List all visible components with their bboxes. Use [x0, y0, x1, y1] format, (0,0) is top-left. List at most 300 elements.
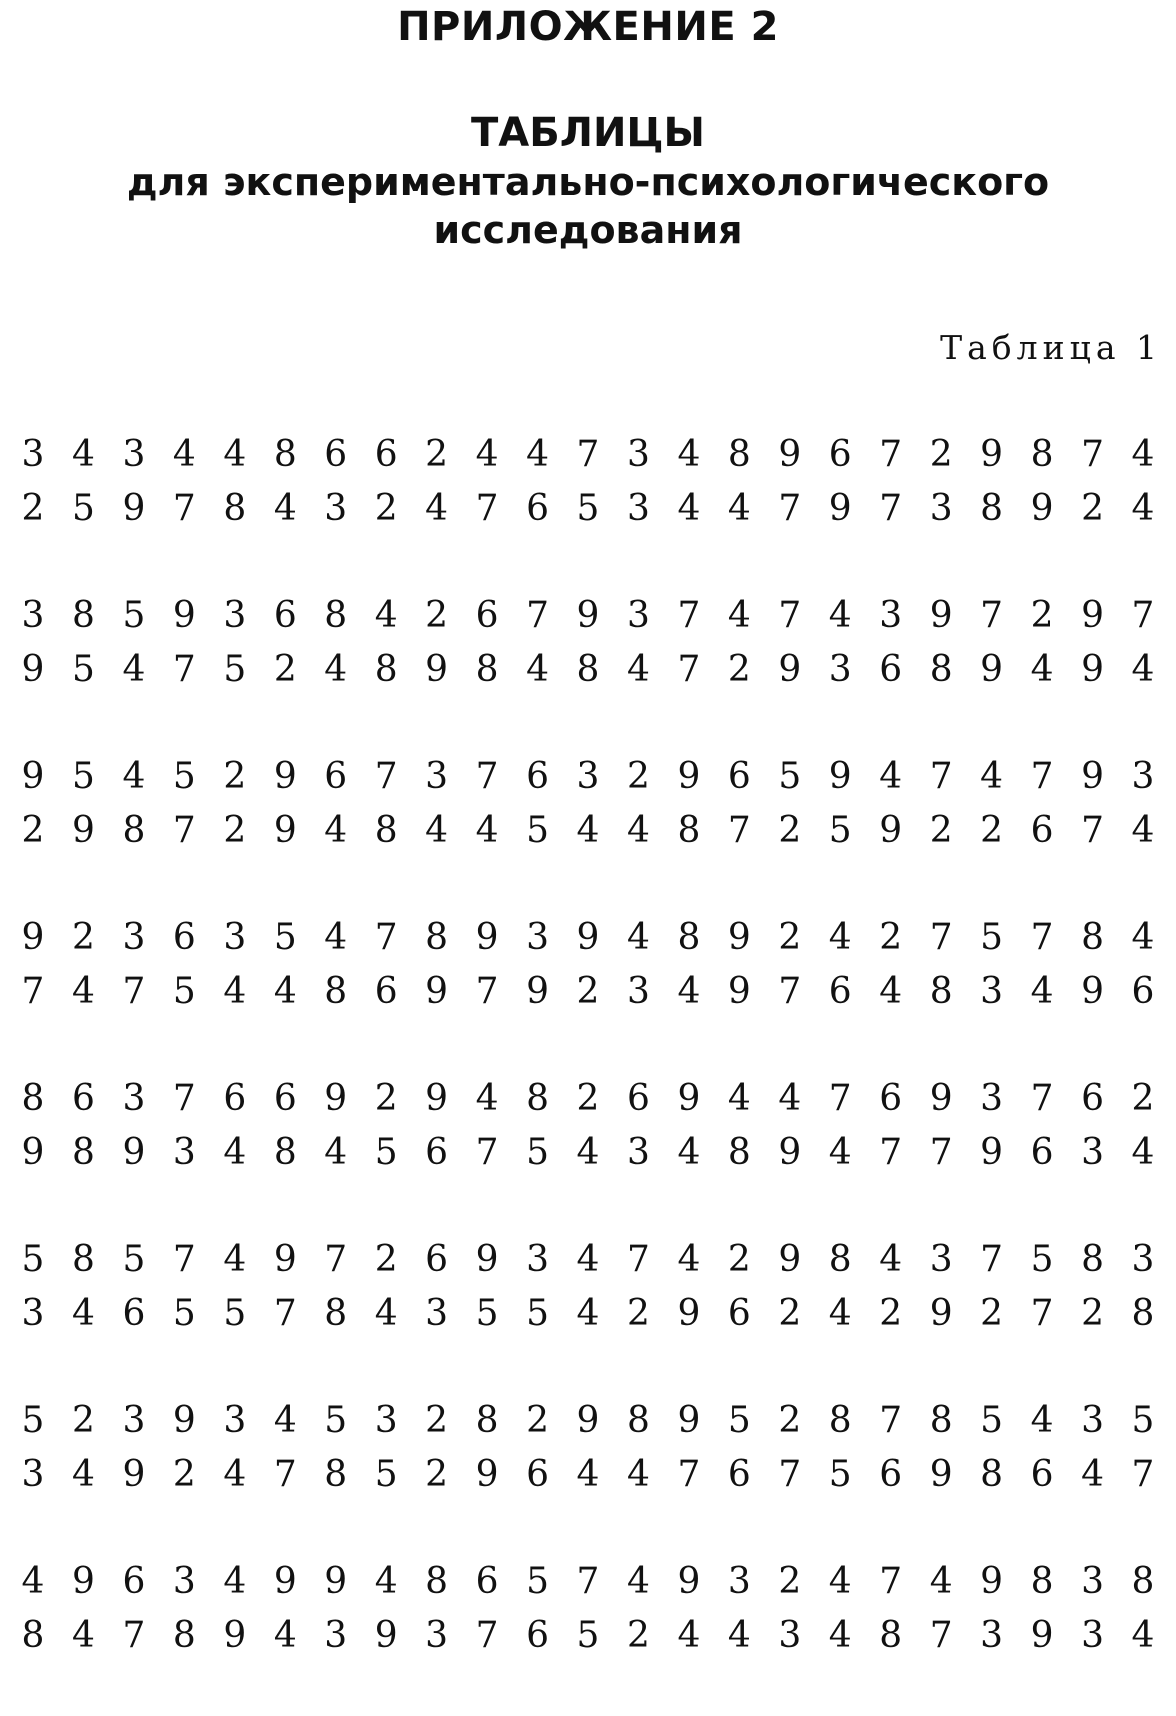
- digit-cell: 7: [929, 1132, 953, 1173]
- digit-cell: 2: [425, 434, 449, 475]
- digit-cell: 5: [72, 756, 95, 797]
- digit-cell: 2: [727, 649, 751, 690]
- digit-cell: 3: [172, 1561, 196, 1602]
- digit-cell: 4: [1131, 1132, 1155, 1173]
- digit-row: [18, 1233, 1158, 1287]
- digit-cell: 7: [172, 488, 196, 529]
- digit-cell: 4: [324, 649, 348, 690]
- digit-cell: 4: [576, 1239, 600, 1280]
- digit-cell: 9: [21, 756, 45, 797]
- digit-cell: 2: [778, 1293, 802, 1334]
- digit-cell: 8: [72, 595, 95, 636]
- digit-cell: 4: [324, 810, 348, 851]
- digit-cell: 8: [727, 1132, 751, 1173]
- digit-cell: 7: [980, 1239, 1004, 1280]
- digit-cell: 9: [223, 1615, 247, 1656]
- digit-cell: 6: [475, 1561, 499, 1602]
- digit-cell: 9: [1081, 756, 1104, 797]
- digit-cell: 5: [21, 1400, 45, 1441]
- digit-cell: 8: [324, 1293, 348, 1334]
- digit-cell: 6: [727, 1454, 751, 1495]
- digit-cell: 4: [21, 1561, 45, 1602]
- digit-cell: 6: [324, 434, 348, 475]
- digit-cell: 6: [626, 1078, 650, 1119]
- digit-cell: 4: [223, 1132, 247, 1173]
- digit-cell: 8: [72, 1239, 95, 1280]
- digit-cell: 9: [324, 1078, 348, 1119]
- digit-cell: 8: [122, 810, 146, 851]
- digit-cell: 3: [122, 1078, 146, 1119]
- digit-cell: 9: [929, 1293, 953, 1334]
- digit-cell: 8: [72, 1132, 95, 1173]
- digit-cell: 7: [526, 595, 549, 636]
- digit-cell: 4: [223, 1239, 247, 1280]
- digit-cell: 8: [374, 649, 398, 690]
- digit-cell: 9: [980, 1132, 1004, 1173]
- digit-cell: 4: [677, 488, 701, 529]
- digit-cell: 8: [879, 1615, 903, 1656]
- digit-cell: 9: [273, 810, 297, 851]
- digit-cell: 2: [1131, 1078, 1155, 1119]
- digit-row: [18, 804, 1158, 858]
- digit-cell: 5: [324, 1400, 348, 1441]
- digit-cell: 7: [879, 488, 903, 529]
- digit-cell: 3: [778, 1615, 802, 1656]
- digit-cell: 7: [475, 1132, 499, 1173]
- digit-cell: 6: [374, 434, 398, 475]
- digit-cell: 7: [1081, 810, 1104, 851]
- digit-cell: 7: [1131, 1454, 1155, 1495]
- digit-cell: 4: [1131, 917, 1155, 958]
- digit-cell: 5: [223, 649, 247, 690]
- digit-cell: 4: [324, 1132, 348, 1173]
- digit-cell: 3: [980, 1078, 1004, 1119]
- digit-cell: 3: [626, 971, 650, 1012]
- digit-cell: 2: [980, 810, 1004, 851]
- digit-cell: 4: [1131, 810, 1155, 851]
- digit-cell: 4: [626, 917, 650, 958]
- digit-cell: 2: [425, 1400, 449, 1441]
- digit-cell: 2: [72, 917, 95, 958]
- digit-group: [18, 428, 1158, 589]
- digit-cell: 7: [475, 488, 499, 529]
- digit-group: [18, 911, 1158, 1072]
- digit-cell: 3: [929, 488, 953, 529]
- digit-cell: 2: [526, 1400, 549, 1441]
- digit-cell: 8: [929, 971, 953, 1012]
- digit-row: [18, 1448, 1158, 1502]
- digit-cell: 6: [425, 1239, 449, 1280]
- digit-cell: 8: [273, 434, 297, 475]
- digit-cell: 4: [828, 1615, 852, 1656]
- digit-cell: 9: [1081, 971, 1104, 1012]
- digits-table: [18, 428, 1158, 1716]
- digit-cell: 4: [475, 434, 499, 475]
- digit-cell: 9: [828, 488, 852, 529]
- digit-cell: 2: [576, 1078, 600, 1119]
- digit-cell: 2: [425, 1454, 449, 1495]
- digit-cell: 4: [1131, 488, 1155, 529]
- digit-cell: 7: [929, 756, 953, 797]
- digit-cell: 7: [273, 1293, 297, 1334]
- digit-cell: 2: [273, 649, 297, 690]
- digit-cell: 4: [828, 1132, 852, 1173]
- digit-cell: 4: [879, 1239, 903, 1280]
- digit-cell: 9: [576, 595, 600, 636]
- digit-group: [18, 589, 1158, 750]
- digit-cell: 4: [626, 1561, 650, 1602]
- digit-cell: 2: [727, 1239, 751, 1280]
- digit-cell: 7: [172, 649, 196, 690]
- digit-cell: 4: [425, 810, 449, 851]
- digit-cell: 5: [122, 595, 146, 636]
- digit-cell: 4: [475, 810, 499, 851]
- digit-cell: 7: [1030, 1293, 1054, 1334]
- digit-cell: 8: [677, 810, 701, 851]
- digit-cell: 9: [172, 1400, 196, 1441]
- digit-cell: 4: [778, 1078, 802, 1119]
- digit-cell: 9: [980, 1561, 1004, 1602]
- digit-cell: 4: [1030, 1400, 1054, 1441]
- digit-cell: 9: [425, 971, 449, 1012]
- digit-cell: 6: [273, 595, 297, 636]
- digit-cell: 8: [172, 1615, 196, 1656]
- digit-cell: 9: [1081, 649, 1104, 690]
- digit-cell: 4: [929, 1561, 953, 1602]
- digit-cell: 9: [21, 649, 45, 690]
- digit-cell: 5: [980, 917, 1004, 958]
- digit-cell: 7: [929, 917, 953, 958]
- digit-cell: 4: [576, 1132, 600, 1173]
- digit-cell: 4: [1131, 649, 1155, 690]
- digit-cell: 8: [324, 971, 348, 1012]
- digit-cell: 5: [727, 1400, 751, 1441]
- digit-cell: 3: [425, 1293, 449, 1334]
- digit-row: [18, 428, 1158, 482]
- digit-cell: 3: [425, 756, 449, 797]
- digit-cell: 9: [425, 1078, 449, 1119]
- digit-cell: 9: [677, 1078, 701, 1119]
- digit-cell: 8: [475, 1400, 499, 1441]
- digit-cell: 7: [1030, 917, 1054, 958]
- digit-cell: 8: [727, 434, 751, 475]
- digit-row: [18, 643, 1158, 697]
- digit-cell: 4: [223, 971, 247, 1012]
- digit-cell: 7: [828, 1078, 852, 1119]
- digit-cell: 4: [828, 1561, 852, 1602]
- digit-cell: 3: [122, 434, 146, 475]
- digit-cell: 3: [21, 1454, 45, 1495]
- digit-cell: 5: [1030, 1239, 1054, 1280]
- digit-cell: 3: [980, 971, 1004, 1012]
- digit-cell: 2: [1081, 488, 1104, 529]
- digit-cell: 4: [626, 1454, 650, 1495]
- digit-cell: 9: [273, 756, 297, 797]
- digit-cell: 2: [929, 810, 953, 851]
- heading-subtitle-line-1: для экспериментально-психологического: [126, 160, 1050, 204]
- digit-cell: 7: [172, 810, 196, 851]
- digit-cell: 5: [576, 1615, 600, 1656]
- digit-cell: 9: [273, 1561, 297, 1602]
- digit-cell: 9: [475, 1239, 499, 1280]
- digit-cell: 7: [980, 595, 1004, 636]
- digit-cell: 4: [223, 434, 247, 475]
- digit-cell: 3: [1081, 1400, 1104, 1441]
- digit-cell: 4: [72, 1293, 95, 1334]
- digit-cell: 9: [879, 810, 903, 851]
- digit-cell: 7: [1030, 1078, 1054, 1119]
- digit-cell: 2: [778, 810, 802, 851]
- digit-group: [18, 750, 1158, 911]
- digit-cell: 3: [122, 1400, 146, 1441]
- digit-cell: 4: [526, 649, 549, 690]
- digit-cell: 4: [576, 810, 600, 851]
- digit-cell: 3: [122, 917, 146, 958]
- digit-cell: 9: [778, 1239, 802, 1280]
- digit-cell: 6: [526, 1615, 549, 1656]
- digit-cell: 4: [879, 756, 903, 797]
- digit-row: [18, 1609, 1158, 1663]
- digit-cell: 9: [72, 810, 95, 851]
- digit-cell: 7: [1081, 434, 1104, 475]
- digit-row: [18, 1072, 1158, 1126]
- digit-cell: 3: [929, 1239, 953, 1280]
- digit-cell: 7: [929, 1615, 953, 1656]
- digit-cell: 8: [1131, 1293, 1155, 1334]
- digit-cell: 4: [1131, 1615, 1155, 1656]
- digit-cell: 7: [879, 1132, 903, 1173]
- digit-cell: 7: [1030, 756, 1054, 797]
- digit-cell: 3: [626, 434, 650, 475]
- digit-cell: 2: [374, 1239, 398, 1280]
- digit-cell: 7: [172, 1078, 196, 1119]
- digit-cell: 3: [828, 649, 852, 690]
- digit-cell: 5: [374, 1132, 398, 1173]
- digit-cell: 6: [1030, 1132, 1054, 1173]
- digit-cell: 6: [828, 971, 852, 1012]
- digit-cell: 8: [929, 1400, 953, 1441]
- digit-cell: 6: [273, 1078, 297, 1119]
- digit-cell: 4: [223, 1561, 247, 1602]
- digit-cell: 3: [727, 1561, 751, 1602]
- digit-cell: 2: [223, 810, 247, 851]
- digit-cell: 6: [1131, 971, 1155, 1012]
- digit-cell: 3: [172, 1132, 196, 1173]
- digit-cell: 5: [223, 1293, 247, 1334]
- digit-cell: 3: [1131, 756, 1155, 797]
- digit-cell: 5: [980, 1400, 1004, 1441]
- digit-cell: 2: [1081, 1293, 1104, 1334]
- digit-cell: 4: [828, 1293, 852, 1334]
- digit-cell: 2: [223, 756, 247, 797]
- digit-cell: 6: [324, 756, 348, 797]
- digit-cell: 5: [172, 971, 196, 1012]
- digit-cell: 2: [879, 1293, 903, 1334]
- digit-cell: 4: [727, 1078, 751, 1119]
- digit-cell: 3: [526, 1239, 549, 1280]
- digit-cell: 7: [374, 917, 398, 958]
- digit-cell: 2: [879, 917, 903, 958]
- digit-cell: 9: [929, 595, 953, 636]
- heading-block: [0, 108, 1176, 254]
- digit-cell: 4: [576, 1293, 600, 1334]
- digit-cell: 9: [21, 1132, 45, 1173]
- digit-cell: 2: [172, 1454, 196, 1495]
- digit-cell: 3: [1081, 1132, 1104, 1173]
- digit-cell: 7: [778, 595, 802, 636]
- digit-cell: 7: [778, 1454, 802, 1495]
- digit-cell: 5: [778, 756, 802, 797]
- digit-cell: 7: [1131, 595, 1155, 636]
- digit-cell: 7: [778, 488, 802, 529]
- digit-cell: 5: [475, 1293, 499, 1334]
- digit-cell: 4: [576, 1454, 600, 1495]
- digit-cell: 4: [273, 1615, 297, 1656]
- digit-cell: 9: [374, 1615, 398, 1656]
- digit-cell: 4: [72, 971, 95, 1012]
- digit-cell: 2: [21, 488, 45, 529]
- digit-group: [18, 1555, 1158, 1716]
- digit-cell: 9: [677, 1293, 701, 1334]
- heading-subtitle-line-2: исследования: [433, 208, 743, 252]
- digit-cell: 3: [626, 1132, 650, 1173]
- digit-cell: 5: [374, 1454, 398, 1495]
- digit-cell: 4: [374, 1293, 398, 1334]
- digit-cell: 8: [677, 917, 701, 958]
- digit-cell: 9: [1030, 1615, 1054, 1656]
- digit-cell: 9: [980, 434, 1004, 475]
- digit-cell: 8: [980, 488, 1004, 529]
- digit-cell: 9: [1030, 488, 1054, 529]
- digit-cell: 9: [475, 1454, 499, 1495]
- digit-cell: 7: [576, 434, 600, 475]
- digit-cell: 9: [980, 649, 1004, 690]
- digit-cell: 4: [374, 1561, 398, 1602]
- digit-cell: 4: [223, 1454, 247, 1495]
- digit-cell: 9: [929, 1454, 953, 1495]
- digit-cell: 9: [21, 917, 45, 958]
- digit-cell: 9: [929, 1078, 953, 1119]
- digit-cell: 4: [374, 595, 398, 636]
- digit-cell: 8: [374, 810, 398, 851]
- digit-cell: 4: [626, 810, 650, 851]
- digit-cell: 6: [879, 649, 903, 690]
- digit-cell: 3: [21, 1293, 45, 1334]
- digit-cell: 3: [626, 488, 650, 529]
- digit-cell: 4: [1081, 1454, 1104, 1495]
- digit-cell: 8: [425, 917, 449, 958]
- digit-cell: 7: [122, 1615, 146, 1656]
- digit-cell: 7: [374, 756, 398, 797]
- digit-cell: 3: [21, 434, 45, 475]
- digit-cell: 4: [72, 1454, 95, 1495]
- digit-cell: 7: [626, 1239, 650, 1280]
- digit-group: [18, 1072, 1158, 1233]
- digit-cell: 5: [1131, 1400, 1155, 1441]
- digit-cell: 9: [828, 756, 852, 797]
- digit-cell: 9: [122, 1132, 146, 1173]
- digit-cell: 8: [828, 1239, 852, 1280]
- digit-cell: 4: [677, 1239, 701, 1280]
- digit-cell: 7: [122, 971, 146, 1012]
- digit-cell: 5: [72, 488, 95, 529]
- digit-cell: 9: [677, 1561, 701, 1602]
- digit-cell: 4: [172, 434, 196, 475]
- digit-cell: 8: [1081, 917, 1104, 958]
- digit-cell: 9: [576, 917, 600, 958]
- digit-row: [18, 911, 1158, 965]
- digit-cell: 8: [475, 649, 499, 690]
- digit-group: [18, 1233, 1158, 1394]
- digit-cell: 8: [21, 1078, 45, 1119]
- digit-cell: 4: [72, 434, 95, 475]
- digit-cell: 9: [576, 1400, 600, 1441]
- digit-cell: 6: [879, 1078, 903, 1119]
- digit-cell: 6: [223, 1078, 247, 1119]
- digit-cell: 4: [727, 1615, 751, 1656]
- digit-cell: 9: [778, 434, 802, 475]
- digit-cell: 7: [475, 971, 499, 1012]
- digit-cell: 6: [727, 756, 751, 797]
- digit-cell: 7: [879, 434, 903, 475]
- digit-cell: 7: [879, 1561, 903, 1602]
- digit-cell: 3: [879, 595, 903, 636]
- digit-cell: 4: [727, 488, 751, 529]
- digit-cell: 7: [576, 1561, 600, 1602]
- digit-cell: 3: [223, 917, 247, 958]
- digit-cell: 9: [778, 649, 802, 690]
- digit-row: [18, 1287, 1158, 1341]
- digit-cell: 4: [828, 595, 852, 636]
- digit-cell: 4: [1030, 649, 1054, 690]
- digit-cell: 8: [273, 1132, 297, 1173]
- digit-cell: 9: [72, 1561, 95, 1602]
- digit-cell: 6: [374, 971, 398, 1012]
- digit-cell: 5: [576, 488, 600, 529]
- digit-cell: 6: [828, 434, 852, 475]
- digit-cell: 5: [273, 917, 297, 958]
- digit-cell: 7: [475, 756, 499, 797]
- digit-cell: 6: [72, 1078, 95, 1119]
- digit-cell: 2: [1030, 595, 1054, 636]
- digit-cell: 6: [526, 756, 549, 797]
- digit-cell: 4: [1030, 971, 1054, 1012]
- digit-row: [18, 965, 1158, 1019]
- digit-cell: 2: [980, 1293, 1004, 1334]
- digit-cell: 7: [677, 1454, 701, 1495]
- digit-cell: 3: [425, 1615, 449, 1656]
- digit-cell: 9: [122, 488, 146, 529]
- digit-cell: 8: [21, 1615, 45, 1656]
- digit-cell: 5: [526, 810, 549, 851]
- digit-cell: 8: [1131, 1561, 1155, 1602]
- digit-cell: 8: [324, 595, 348, 636]
- digit-cell: 9: [172, 595, 196, 636]
- digit-cell: 3: [1131, 1239, 1155, 1280]
- appendix-title: ПРИЛОЖЕНИЕ 2: [397, 4, 779, 50]
- digit-cell: 4: [677, 434, 701, 475]
- digit-cell: 4: [980, 756, 1004, 797]
- digit-cell: 2: [374, 1078, 398, 1119]
- digit-cell: 6: [122, 1561, 146, 1602]
- digit-cell: 3: [324, 1615, 348, 1656]
- digit-cell: 6: [727, 1293, 751, 1334]
- digit-cell: 5: [828, 810, 852, 851]
- digit-cell: 8: [425, 1561, 449, 1602]
- digit-cell: 5: [122, 1239, 146, 1280]
- digit-cell: 4: [727, 595, 751, 636]
- digit-cell: 7: [475, 1615, 499, 1656]
